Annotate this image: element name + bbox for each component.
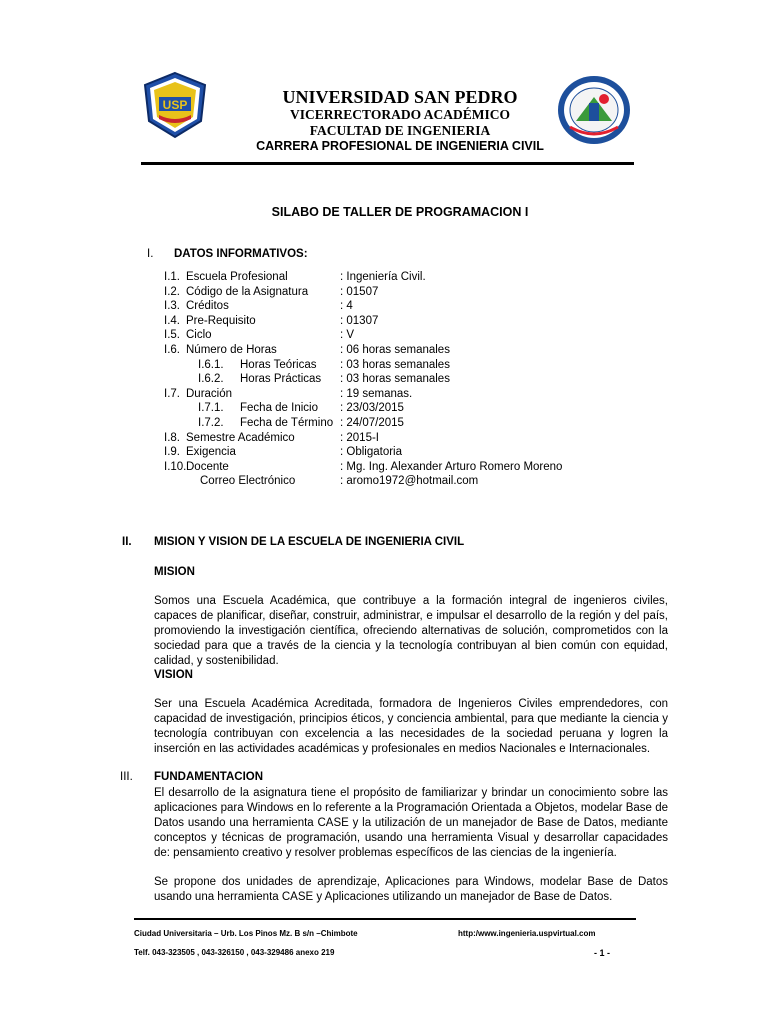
usp-logo bbox=[141, 71, 209, 139]
info-row-value: : 24/07/2015 bbox=[340, 417, 404, 429]
info-row-label: Horas Teóricas bbox=[240, 358, 317, 371]
section1-number: I. bbox=[147, 248, 154, 260]
info-row-label: Fecha de Inicio bbox=[240, 402, 318, 415]
info-row-label: Pre-Requisito bbox=[186, 314, 256, 327]
info-row-number: I.8. bbox=[164, 431, 180, 444]
info-row-value: : 06 horas semanales bbox=[340, 344, 450, 356]
info-row-value: : V bbox=[340, 329, 355, 342]
info-row-number: I.5. bbox=[164, 329, 180, 342]
info-row-value: : 03 horas semanales bbox=[340, 358, 450, 371]
university-name: UNIVERSIDAD SAN PEDRO bbox=[282, 87, 518, 107]
info-row bbox=[164, 401, 584, 416]
info-row bbox=[164, 416, 584, 431]
info-row-label: Duración bbox=[186, 387, 233, 400]
fundamentacion-paragraph-1: El desarrollo de la asignatura tiene el propósito de familiarizar y brindar un conocimiento sobre las aplicaciones para Windows en lo referente a la Programación Orientada a Objetos, modelar Base de Datos usando una herramienta CASE y la utilización de un manejador de Base de Datos, mediante conceptos y técnicas de programación, usando una herramienta Visual y desarrollar capacidades de: pensamiento creativo y resolver problemas específicos de las ciencias de la ingeniería. bbox=[154, 787, 668, 859]
header-divider bbox=[141, 162, 634, 165]
info-row-label: Número de Horas bbox=[186, 344, 277, 356]
footer-website[interactable]: http:/www.ingenieria.uspvirtual.com bbox=[458, 929, 596, 938]
section3-title: FUNDAMENTACION bbox=[154, 771, 264, 783]
info-row-value: : Obligatoria bbox=[340, 446, 403, 459]
info-row bbox=[164, 460, 584, 475]
info-row bbox=[164, 474, 584, 489]
footer-phones: Telf. 043-323505 , 043-326150 , 043-329486 anexo 219 bbox=[134, 948, 335, 957]
document-title: SILABO DE TALLER DE PROGRAMACION I bbox=[271, 205, 529, 219]
career-title: CARRERA PROFESIONAL DE INGENIERIA CIVIL bbox=[256, 139, 544, 153]
mision-text: Somos una Escuela Académica, que contribuye a la formación integral de ingenieros civiles, capaces de planificar, diseñar, construir, administrar, e impulsar el desarrollo de la región y del país, promoviendo la investigación científica, ofreciendo alternativas de solución, comprometidos con la sociedad para que a través de la ciencia y la tecnología contribuyan al bien común con equidad, calidad, y sostenibilidad. bbox=[154, 595, 668, 667]
info-row-number: I.3. bbox=[164, 300, 180, 313]
info-row-label: Créditos bbox=[186, 300, 229, 313]
info-row-label: Escuela Profesional bbox=[186, 271, 288, 283]
info-row bbox=[164, 431, 584, 446]
info-row-label: Docente bbox=[186, 460, 229, 473]
info-row-label: Correo Electrónico bbox=[200, 475, 296, 488]
footer-address: Ciudad Universitaria – Urb. Los Pinos Mz. B s/n –Chimbote bbox=[134, 929, 358, 938]
info-row-label: Horas Prácticas bbox=[240, 373, 322, 386]
faculty-title: FACULTAD DE INGENIERIA bbox=[309, 123, 491, 138]
info-row bbox=[164, 285, 584, 300]
info-row bbox=[164, 343, 584, 358]
vision-title: VISION bbox=[154, 669, 193, 681]
section3-number: III. bbox=[120, 771, 133, 783]
info-row-value: : 01307 bbox=[340, 314, 379, 327]
info-row-label: Fecha de Término bbox=[240, 417, 334, 429]
usp-logo-text: USP bbox=[162, 98, 188, 112]
info-row-number: I.1. bbox=[164, 271, 180, 283]
info-row-value: : 03 horas semanales bbox=[340, 373, 450, 386]
info-row-number: I.7.1. bbox=[198, 402, 224, 415]
info-row bbox=[164, 328, 584, 343]
info-row-number: I.10. bbox=[164, 460, 187, 473]
info-row-number: I.6.2. bbox=[198, 373, 224, 386]
info-row-number: I.6. bbox=[164, 344, 180, 356]
info-row-number: I.2. bbox=[164, 285, 180, 298]
info-row-number: I.4. bbox=[164, 314, 180, 327]
mision-title: MISION bbox=[154, 566, 195, 578]
section2-number: II. bbox=[122, 536, 132, 548]
info-row-label: Código de la Asignatura bbox=[186, 285, 309, 298]
footer-divider bbox=[134, 918, 636, 920]
info-row-value: : 2015-I bbox=[340, 431, 379, 444]
info-row bbox=[164, 270, 584, 285]
info-row-value: : 4 bbox=[340, 300, 353, 313]
info-row-value: : Mg. Ing. Alexander Arturo Romero Moreno bbox=[340, 460, 563, 473]
info-row-label: Semestre Académico bbox=[186, 431, 295, 444]
fundamentacion-paragraph-2: Se propone dos unidades de aprendizaje, Aplicaciones para Windows, modelar Base de Datos usando una herramienta CASE y Aplicaciones utilizando un manejador de Base de Datos. bbox=[154, 876, 668, 903]
page-number: - 1 - bbox=[594, 948, 611, 958]
info-row-value: : 01507 bbox=[340, 285, 379, 298]
info-row-label: Exigencia bbox=[186, 446, 236, 459]
info-row bbox=[164, 445, 584, 460]
info-row-number: I.7.2. bbox=[198, 417, 224, 429]
info-row bbox=[164, 358, 584, 373]
info-row bbox=[164, 299, 584, 314]
section1-title: DATOS INFORMATIVOS: bbox=[174, 248, 308, 260]
info-row-value: : 19 semanas. bbox=[340, 387, 413, 400]
section2-title: MISION Y VISION DE LA ESCUELA DE INGENIERIA CIVIL bbox=[154, 536, 465, 548]
vicerrectorado-title: VICERRECTORADO ACADÉMICO bbox=[290, 107, 510, 122]
info-row-number: I.7. bbox=[164, 387, 180, 400]
info-row bbox=[164, 372, 584, 387]
email-value[interactable]: : aromo1972@hotmail.com bbox=[340, 475, 479, 488]
info-row-value: : Ingeniería Civil. bbox=[340, 271, 426, 283]
info-row bbox=[164, 387, 584, 402]
info-row-number: I.6.1. bbox=[198, 358, 224, 371]
info-row-number: I.9. bbox=[164, 446, 180, 459]
vision-text: Ser una Escuela Académica Acreditada, formadora de Ingenieros Civiles emprendedores, con capacidad de investigación, principios éticos, y conciencia ambiental, para que mediante la ciencia y tecnología contribuyan con excelencia a las necesidades de la sociedad peruana y logren la inserción en las actividades académicas y profesionales en medios Nacionales e Internacionales. bbox=[154, 698, 668, 755]
info-row bbox=[164, 314, 584, 329]
info-row-label: Ciclo bbox=[186, 329, 212, 342]
info-row-value: : 23/03/2015 bbox=[340, 402, 404, 415]
